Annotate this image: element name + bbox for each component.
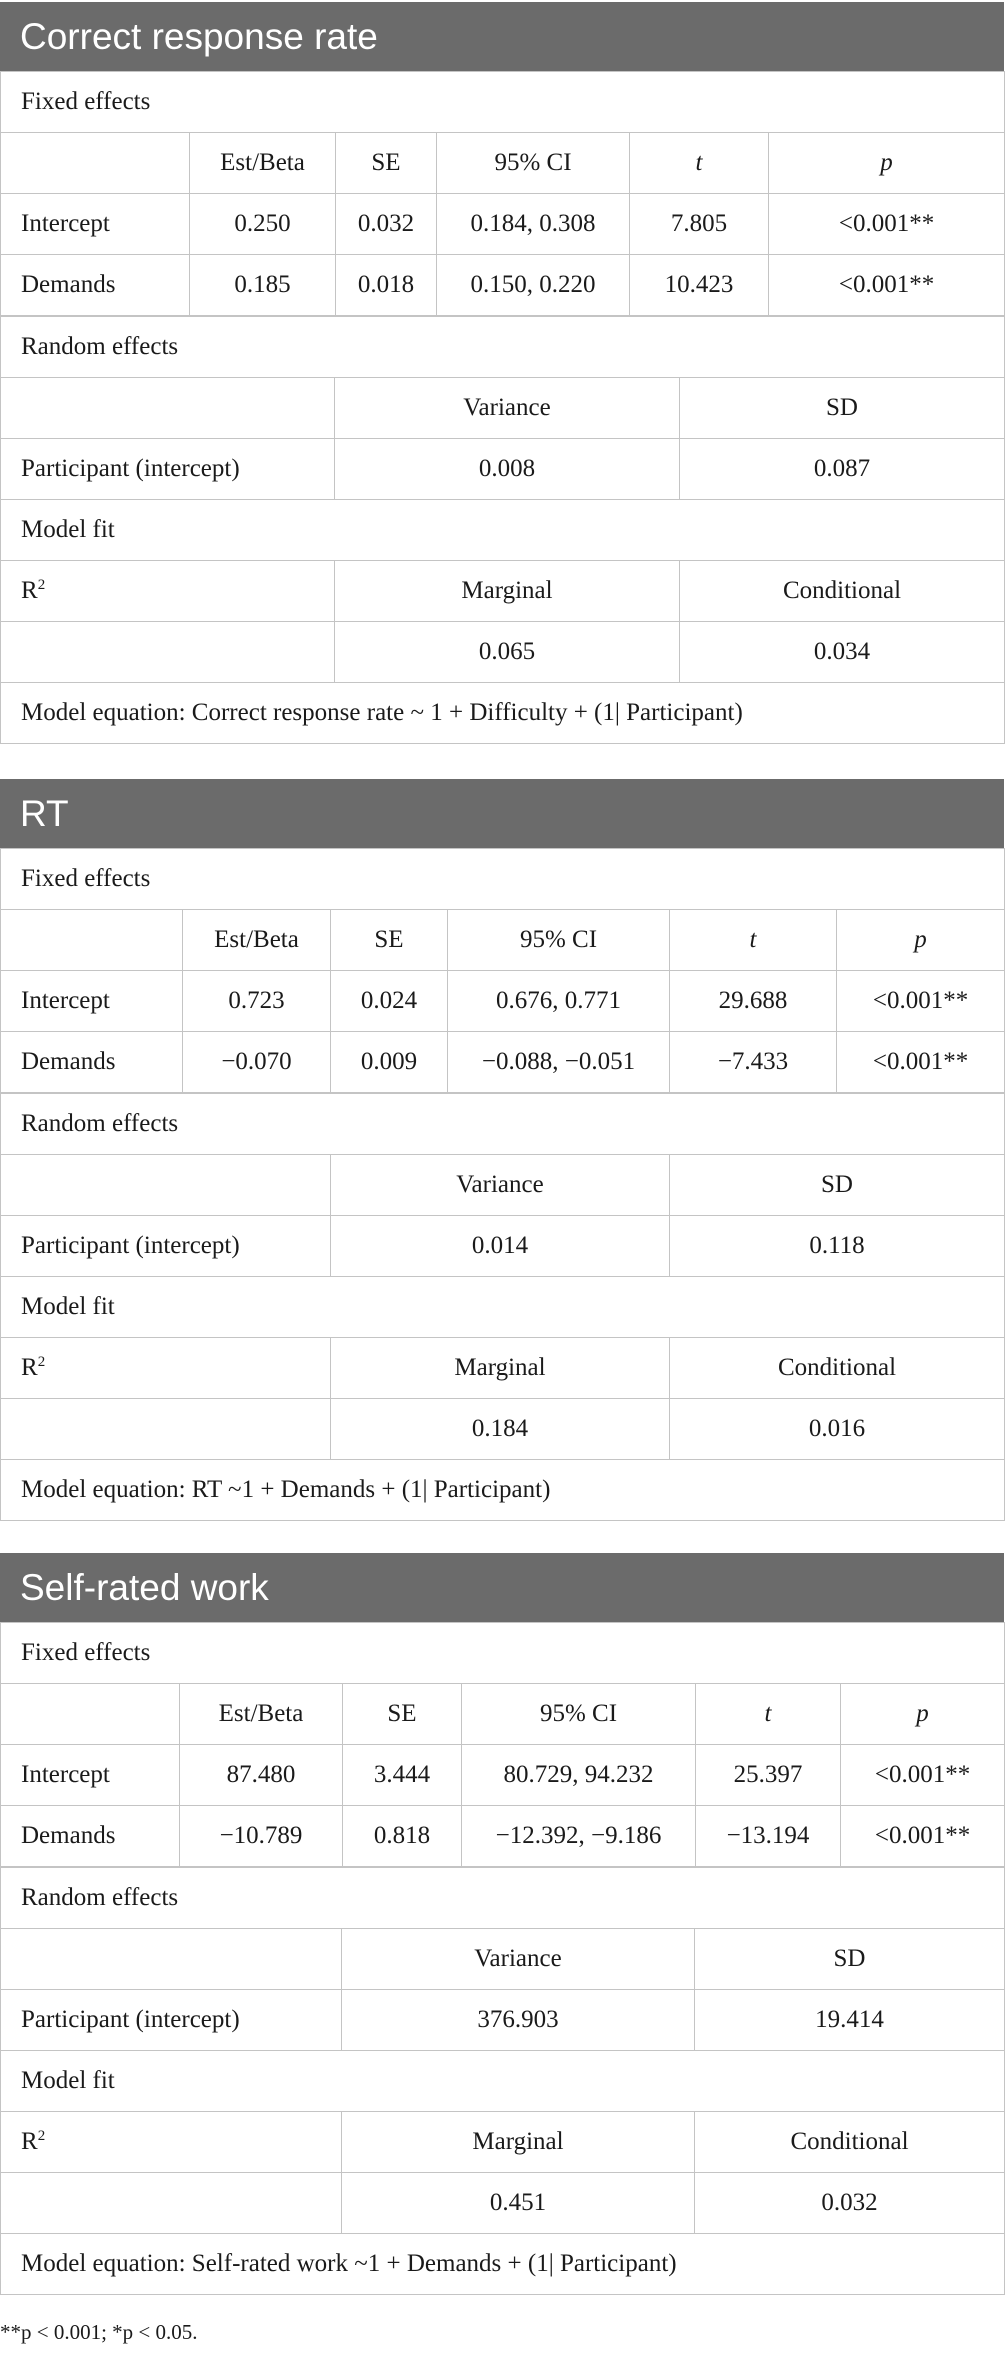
cell-se: 0.018 — [336, 255, 437, 316]
model-fit-label: Model fit — [1, 500, 1005, 561]
results-table-lower — [0, 1867, 1005, 2295]
section-title: Correct response rate — [0, 2, 1004, 71]
col-header-sd: SD — [670, 1155, 1005, 1216]
col-header-ci: 95% CI — [462, 1684, 696, 1745]
row-label: Participant (intercept) — [1, 439, 335, 500]
r2-superscript: 2 — [37, 2128, 46, 2144]
table-row — [1, 1399, 1005, 1460]
col-header-p: p — [841, 1684, 1005, 1745]
results-table-lower — [0, 1093, 1005, 1521]
cell-ci: 80.729, 94.232 — [462, 1745, 696, 1806]
cell-t: 25.397 — [696, 1745, 841, 1806]
row-label: Demands — [1, 1806, 180, 1867]
col-header-marginal: Marginal — [331, 1338, 670, 1399]
col-header-conditional: Conditional — [680, 561, 1005, 622]
cell-conditional: 0.032 — [695, 2173, 1005, 2234]
col-header-variance: Variance — [335, 378, 680, 439]
cell-p: <0.001** — [837, 971, 1005, 1032]
col-header-p: p — [837, 910, 1005, 971]
cell-se: 0.009 — [331, 1032, 448, 1093]
cell-est: 0.250 — [190, 194, 336, 255]
row-label: Demands — [1, 255, 190, 316]
cell-variance: 0.008 — [335, 439, 680, 500]
fixed-effects-label: Fixed effects — [1, 849, 1005, 910]
col-header-ci: 95% CI — [448, 910, 670, 971]
table-self-rated-work — [0, 1553, 1004, 2295]
cell-conditional: 0.016 — [670, 1399, 1005, 1460]
cell-se: 0.024 — [331, 971, 448, 1032]
cell-sd: 0.118 — [670, 1216, 1005, 1277]
col-header-marginal: Marginal — [342, 2112, 695, 2173]
model-equation: Model equation: RT ~1 + Demands + (1| Participant) — [1, 1460, 1005, 1521]
cell-t: 29.688 — [670, 971, 837, 1032]
col-header-conditional: Conditional — [670, 1338, 1005, 1399]
cell-t: 7.805 — [630, 194, 769, 255]
r2-superscript: 2 — [37, 577, 46, 593]
empty-cell — [1, 910, 183, 971]
cell-se: 3.444 — [343, 1745, 462, 1806]
section-title: RT — [0, 779, 1004, 848]
r2-label: $R^2$ — [1, 561, 335, 622]
col-header-sd: SD — [695, 1929, 1005, 1990]
row-label: Participant (intercept) — [1, 1990, 342, 2051]
table-row — [1, 1032, 1005, 1093]
col-header-variance: Variance — [331, 1155, 670, 1216]
empty-cell — [1, 622, 335, 683]
cell-sd: 0.087 — [680, 439, 1005, 500]
random-effects-label: Random effects — [1, 1868, 1005, 1929]
fixed-effects-label: Fixed effects — [1, 1623, 1005, 1684]
cell-variance: 376.903 — [342, 1990, 695, 2051]
results-table-lower — [0, 316, 1005, 744]
row-label: Participant (intercept) — [1, 1216, 331, 1277]
cell-p: <0.001** — [841, 1806, 1005, 1867]
row-label: Demands — [1, 1032, 183, 1093]
table-row — [1, 1745, 1005, 1806]
cell-marginal: 0.065 — [335, 622, 680, 683]
model-equation: Model equation: Self-rated work ~1 + Demands + (1| Participant) — [1, 2234, 1005, 2295]
model-fit-label: Model fit — [1, 1277, 1005, 1338]
col-header-est: Est/Beta — [183, 910, 331, 971]
cell-ci: 0.150, 0.220 — [437, 255, 630, 316]
col-header-variance: Variance — [342, 1929, 695, 1990]
table-row — [1, 1990, 1005, 2051]
cell-t: −13.194 — [696, 1806, 841, 1867]
table-row — [1, 439, 1005, 500]
row-label: Intercept — [1, 194, 190, 255]
cell-sd: 19.414 — [695, 1990, 1005, 2051]
empty-cell — [1, 1929, 342, 1990]
empty-cell — [1, 1399, 331, 1460]
results-table — [0, 1622, 1005, 1867]
col-header-est: Est/Beta — [180, 1684, 343, 1745]
random-effects-label: Random effects — [1, 1094, 1005, 1155]
r2-superscript: 2 — [37, 1354, 46, 1370]
results-table — [0, 848, 1005, 1093]
empty-cell — [1, 378, 335, 439]
empty-cell — [1, 1684, 180, 1745]
cell-ci: 0.676, 0.771 — [448, 971, 670, 1032]
row-label: Intercept — [1, 1745, 180, 1806]
cell-est: −0.070 — [183, 1032, 331, 1093]
cell-est: −10.789 — [180, 1806, 343, 1867]
col-header-conditional: Conditional — [695, 2112, 1005, 2173]
table-row — [1, 2173, 1005, 2234]
cell-marginal: 0.184 — [331, 1399, 670, 1460]
row-label: Intercept — [1, 971, 183, 1032]
r2-label: $R^2$ — [1, 1338, 331, 1399]
table-row — [1, 1806, 1005, 1867]
cell-ci: 0.184, 0.308 — [437, 194, 630, 255]
cell-est: 0.723 — [183, 971, 331, 1032]
col-header-est: Est/Beta — [190, 133, 336, 194]
col-header-se: SE — [331, 910, 448, 971]
cell-est: 0.185 — [190, 255, 336, 316]
footnote: **p < 0.001; *p < 0.05. — [0, 2320, 198, 2344]
col-header-marginal: Marginal — [335, 561, 680, 622]
table-row — [1, 194, 1005, 255]
cell-marginal: 0.451 — [342, 2173, 695, 2234]
random-effects-label: Random effects — [1, 317, 1005, 378]
col-header-p: p — [769, 133, 1005, 194]
table-row — [1, 622, 1005, 683]
table-rt — [0, 779, 1004, 1521]
table-row — [1, 255, 1005, 316]
empty-cell — [1, 2173, 342, 2234]
col-header-se: SE — [336, 133, 437, 194]
cell-p: <0.001** — [841, 1745, 1005, 1806]
cell-p: <0.001** — [769, 194, 1005, 255]
col-header-sd: SD — [680, 378, 1005, 439]
col-header-ci: 95% CI — [437, 133, 630, 194]
model-fit-label: Model fit — [1, 2051, 1005, 2112]
cell-p: <0.001** — [769, 255, 1005, 316]
cell-ci: −0.088, −0.051 — [448, 1032, 670, 1093]
empty-cell — [1, 1155, 331, 1216]
cell-conditional: 0.034 — [680, 622, 1005, 683]
cell-p: <0.001** — [837, 1032, 1005, 1093]
col-header-t: t — [670, 910, 837, 971]
col-header-t: t — [696, 1684, 841, 1745]
cell-t: 10.423 — [630, 255, 769, 316]
table-row — [1, 1216, 1005, 1277]
cell-variance: 0.014 — [331, 1216, 670, 1277]
col-header-t: t — [630, 133, 769, 194]
results-table — [0, 71, 1005, 316]
table-row — [1, 971, 1005, 1032]
section-title: Self-rated work — [0, 1553, 1004, 1622]
empty-cell — [1, 133, 190, 194]
model-equation: Model equation: Correct response rate ~ 1 + Difficulty + (1| Participant) — [1, 683, 1005, 744]
cell-est: 87.480 — [180, 1745, 343, 1806]
cell-se: 0.032 — [336, 194, 437, 255]
cell-ci: −12.392, −9.186 — [462, 1806, 696, 1867]
fixed-effects-label: Fixed effects — [1, 72, 1005, 133]
r2-label: $R^2$ — [1, 2112, 342, 2173]
cell-t: −7.433 — [670, 1032, 837, 1093]
col-header-se: SE — [343, 1684, 462, 1745]
cell-se: 0.818 — [343, 1806, 462, 1867]
table-correct-response-rate — [0, 2, 1004, 744]
